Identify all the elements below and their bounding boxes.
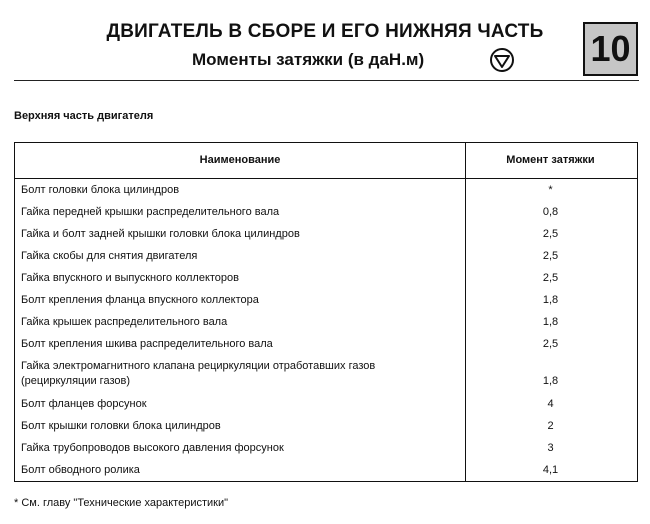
row-value: 4,1 xyxy=(542,464,559,476)
row-value: 2,5 xyxy=(542,228,559,240)
row-name: Болт головки блока цилиндров xyxy=(21,184,180,196)
row-value: 2,5 xyxy=(542,338,559,350)
section-title: Верхняя часть двигателя xyxy=(14,110,154,122)
column-header-torque: Момент затяжки xyxy=(506,154,595,166)
column-header-name: Наименование xyxy=(199,154,281,166)
row-name: Гайка скобы для снятия двигателя xyxy=(21,250,198,262)
row-name: Болт крепления шкива распределительного вала xyxy=(21,338,273,350)
row-name: Гайка электромагнитного клапана рециркуляции отработавших газов xyxy=(21,360,376,372)
row-name: Гайка трубопроводов высокого давления форсунок xyxy=(21,442,284,454)
row-value: 3 xyxy=(547,442,554,454)
chapter-number-badge: 10 xyxy=(583,22,638,76)
row-value: * xyxy=(548,184,553,196)
row-value: 2 xyxy=(547,420,554,432)
row-name: Болт обводного ролика xyxy=(21,464,140,476)
torque-table xyxy=(14,142,638,482)
row-name: Гайка впускного и выпускного коллекторов xyxy=(21,272,240,284)
row-value: 1,8 xyxy=(542,316,559,328)
row-value: 4 xyxy=(547,398,554,410)
row-value: 0,8 xyxy=(542,206,559,218)
row-value: 1,8 xyxy=(542,375,559,387)
row-name: Болт крепления фланца впускного коллектора xyxy=(21,294,259,306)
header-divider xyxy=(14,80,639,81)
row-value: 2,5 xyxy=(542,272,559,284)
row-value: 1,8 xyxy=(542,294,559,306)
row-name-continuation: (рециркуляции газов) xyxy=(21,375,130,387)
footnote: * См. главу "Технические характеристики" xyxy=(14,497,229,509)
row-name: Гайка передней крышки распределительного вала xyxy=(21,206,280,218)
row-name: Гайка и болт задней крышки головки блока цилиндров xyxy=(21,228,300,240)
torque-symbol-icon xyxy=(489,47,515,73)
table-header xyxy=(15,143,637,179)
row-name: Болт фланцев форсунок xyxy=(21,398,147,410)
row-name: Гайка крышек распределительного вала xyxy=(21,316,228,328)
page-title: ДВИГАТЕЛЬ В СБОРЕ И ЕГО НИЖНЯЯ ЧАСТЬ xyxy=(106,21,544,42)
page-subtitle: Моменты затяжки (в даН.м) xyxy=(192,50,425,69)
row-value: 2,5 xyxy=(542,250,559,262)
row-name: Болт крышки головки блока цилиндров xyxy=(21,420,221,432)
